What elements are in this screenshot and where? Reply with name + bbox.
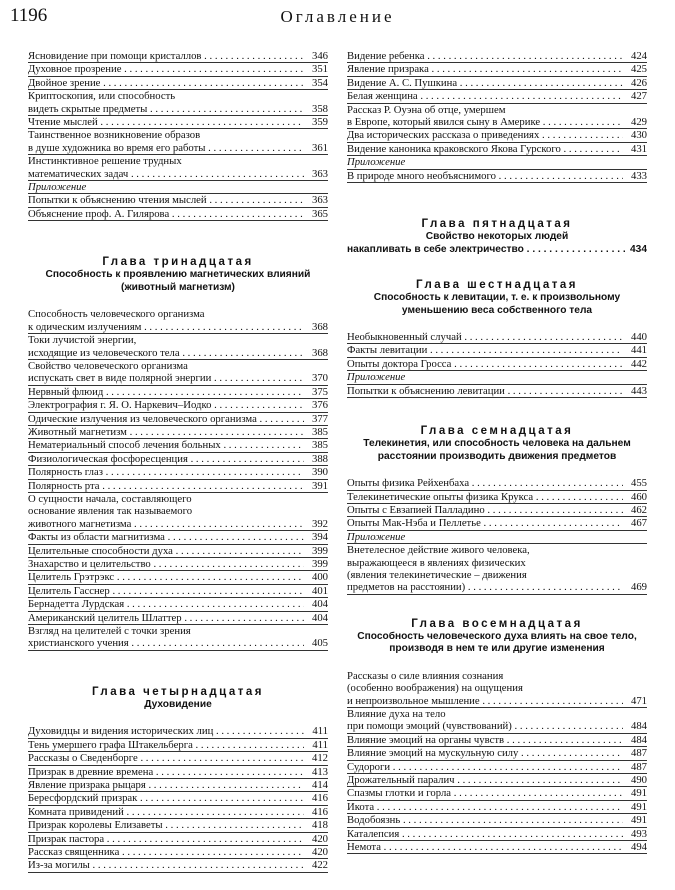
page-ref: 394 [309, 531, 328, 543]
toc-entry-text: (явления телекинетические – движения [347, 568, 527, 581]
toc-entry-text: Спазмы глотки и горла . . . [347, 787, 623, 799]
chapter-subtitle: уменьшению веса собственного тела [401, 304, 593, 316]
toc-entry [28, 585, 328, 598]
toc-entry-text: Взгляд на целителей с точки зрения [28, 625, 191, 638]
toc-entry-text: Опыты с Евзапией Палладино . . . [347, 504, 623, 516]
toc-list [347, 50, 647, 156]
right-column [347, 50, 647, 854]
left-column [28, 50, 328, 873]
page-ref: 375 [309, 386, 328, 398]
page-ref: 354 [309, 77, 328, 89]
toc-entry-text: Полярность рта . . . [28, 480, 304, 492]
toc-entry [347, 129, 647, 142]
toc-entry [28, 612, 328, 625]
toc-entry [28, 806, 328, 819]
toc-entry-text: Целительные способности духа . . . [28, 545, 304, 557]
page-ref: 363 [309, 168, 328, 180]
chapter-subtitle: Свойство некоторых людей [425, 231, 569, 243]
toc-entry-text: видеть скрытые предметы . . . [28, 103, 304, 115]
toc-entry-text: Опыты физика Рейхенбаха . . . [347, 477, 623, 489]
toc-entry [28, 426, 328, 439]
page-ref: 399 [309, 545, 328, 557]
toc-entry-text: Факты левитации . . . [347, 344, 623, 356]
toc-list [28, 308, 328, 651]
page-ref: 370 [309, 372, 328, 384]
page-ref: 412 [309, 752, 328, 764]
page-ref: 405 [309, 637, 328, 649]
page-ref: 414 [309, 779, 328, 791]
page-ref: 363 [309, 194, 328, 206]
page-ref: 487 [628, 761, 647, 773]
page-ref: 368 [309, 321, 328, 333]
toc-entry [28, 493, 328, 531]
toc-entry [347, 491, 647, 504]
toc-entry [28, 766, 328, 779]
toc-entry [347, 828, 647, 841]
toc-entry [347, 344, 647, 357]
page-ref: 467 [628, 517, 647, 529]
chapter-subtitle: Способность к проявлению магнетических влияний [45, 269, 311, 281]
toc-entry-text: Рассказ священника . . . [28, 846, 304, 858]
page-ref: 400 [309, 571, 328, 583]
page-ref: 401 [309, 585, 328, 597]
toc-entry [347, 63, 647, 76]
toc-list [347, 170, 647, 183]
toc-entry-text: Комната привидений . . . [28, 806, 304, 818]
toc-entry-text: Объяснение проф. А. Гилярова . . . [28, 208, 304, 220]
page-ref: 491 [628, 814, 647, 826]
page-ref: 493 [628, 828, 647, 840]
toc-entry-text: в Европе, который явился сыну в Америке . . . [347, 116, 623, 128]
toc-entry-text: Тень умершего графа Штакельберга . . . [28, 739, 304, 751]
toc-list [28, 725, 328, 872]
toc-list [347, 544, 647, 595]
chapter-heading: Глава пятнадцатая [421, 218, 573, 231]
page-ref: 388 [309, 453, 328, 465]
toc-entry [347, 801, 647, 814]
chapter-subtitle-entry [347, 244, 647, 257]
page-ref: 434 [627, 244, 647, 257]
toc-entry [347, 50, 647, 63]
chapter-subtitle: накапливать в себе электричество . . . [347, 244, 647, 257]
page-ref: 424 [628, 50, 647, 62]
chapter-heading: Глава восемнадцатая [411, 617, 583, 630]
toc-entry-text: Телекинетические опыты физика Крукса . . . [347, 491, 623, 503]
toc-entry [28, 77, 328, 90]
page-ref: 377 [309, 413, 328, 425]
page-ref: 455 [628, 477, 647, 489]
toc-entry [347, 774, 647, 787]
toc-entry-text: испускать свет в виде полярной энергии . . . [28, 372, 304, 384]
toc-entry-text: Влияние эмоций на органы чувств . . . [347, 734, 623, 746]
toc-entry-text: Рассказ Р. Оуэна об отце, умершем [347, 103, 506, 116]
toc-entry-text: Видение каноника краковского Якова Гурского . . . [347, 143, 623, 155]
toc-entry-text: Электрография г. Я. О. Наркевич–Иодко . . . [28, 399, 304, 411]
toc-entry-text: Инстинктивное решение трудных [28, 155, 182, 168]
toc-entry-text: Призрак королевы Елизаветы . . . [28, 819, 304, 831]
chapter-subtitle: производя в нем те или другие изменения [389, 643, 605, 655]
page-ref: 422 [309, 859, 328, 871]
toc-entry-text: Попытки к объяснению чтения мыслей . . . [28, 194, 304, 206]
appendix-label: Приложение [347, 531, 647, 544]
toc-entry-text: Токи лучистой энергии, [28, 334, 137, 347]
page-number: 1196 [10, 5, 48, 26]
toc-entry-text: Призрак в древние времена . . . [28, 766, 304, 778]
page-ref: 484 [628, 734, 647, 746]
page-ref: 361 [309, 142, 328, 154]
toc-list [28, 50, 328, 181]
page-ref: 471 [628, 695, 647, 707]
toc-entry-text: Из-за могилы . . . [28, 859, 304, 871]
page-ref: 440 [628, 331, 647, 343]
toc-entry-text: Свойство человеческого организма [28, 359, 188, 372]
toc-entry-text: О сущности начала, составляющего [28, 492, 192, 505]
toc-entry [347, 761, 647, 774]
page-ref: 346 [309, 50, 328, 62]
toc-entry [28, 480, 328, 493]
chapter-heading: Глава четырнадцатая [91, 685, 265, 698]
toc-entry-text: Чтение мыслей . . . [28, 116, 304, 128]
toc-entry [347, 787, 647, 800]
toc-entry-text: животного магнетизма . . . [28, 518, 304, 530]
page-ref: 420 [309, 833, 328, 845]
toc-list [347, 385, 647, 398]
toc-entry-text: Опыты Мак-Нэба и Пеллетье . . . [347, 517, 623, 529]
toc-entry [28, 792, 328, 805]
page-ref: 385 [309, 426, 328, 438]
toc-entry-text: Призрак пастора . . . [28, 833, 304, 845]
chapter-subtitle: Телекинетия, или способность человека на дальнем [363, 438, 631, 450]
page-ref: 358 [309, 103, 328, 115]
toc-entry-text: Опыты доктора Гросса . . . [347, 358, 623, 370]
toc-entry-text: (особенно воображения) на ощущения [347, 682, 523, 695]
toc-entry-text: Способность человеческого организма [28, 308, 205, 321]
page-title: Оглавление [280, 7, 395, 26]
page-ref: 416 [309, 792, 328, 804]
toc-list [347, 477, 647, 531]
toc-entry-text: Видение А. С. Пушкина . . . [347, 77, 623, 89]
toc-entry-text: Попытки к объяснению левитации . . . [347, 385, 623, 397]
toc-entry [347, 544, 647, 595]
toc-entry-text: Целитель Гасснер . . . [28, 585, 304, 597]
toc-entry-text: Криптоскопия, или способность [28, 90, 176, 103]
page-ref: 420 [309, 846, 328, 858]
toc-entry-text: Явление призрака рыцаря . . . [28, 779, 304, 791]
toc-entry [28, 453, 328, 466]
toc-entry-text: В природе много необъяснимого . . . [347, 170, 623, 182]
toc-list [347, 331, 647, 371]
chapter-subtitle: Способность человеческого духа влиять на свое тело, [357, 630, 637, 642]
page-ref: 411 [309, 725, 328, 737]
toc-entry [28, 466, 328, 479]
toc-entry-text: Факты из области магнитизма . . . [28, 531, 304, 543]
toc-entry-text: Физиологическая фосфоресценция . . . [28, 453, 304, 465]
page-ref: 425 [628, 63, 647, 75]
toc-entry [347, 477, 647, 490]
toc-entry-text: Одические излучения из человеческого организма . . . [28, 413, 304, 425]
page-ref: 460 [628, 491, 647, 503]
appendix-label: Приложение [28, 181, 328, 194]
toc-entry [347, 504, 647, 517]
toc-entry-text: исходящие из человеческого тела . . . [28, 347, 304, 359]
toc-entry-text: в душе художника во время его работы . . . [28, 142, 304, 154]
page-ref: 491 [628, 787, 647, 799]
toc-entry [28, 779, 328, 792]
toc-entry-text: Целитель Грэтрэкс . . . [28, 571, 304, 583]
page-ref: 469 [628, 581, 647, 593]
page-ref: 392 [309, 518, 328, 530]
toc-entry-text: при помощи эмоций (чувствований) . . . [347, 720, 623, 732]
page-ref: 365 [309, 208, 328, 220]
page-ref: 390 [309, 466, 328, 478]
toc-entry [28, 558, 328, 571]
toc-entry-text: Немота . . . [347, 841, 623, 853]
page-ref: 413 [309, 766, 328, 778]
toc-entry-text: Каталепсия . . . [347, 828, 623, 840]
toc-entry-text: Двойное зрение . . . [28, 77, 304, 89]
toc-entry [347, 358, 647, 371]
page-ref: 359 [309, 116, 328, 128]
chapter-subtitle: расстоянии производить движения предметов [377, 450, 617, 462]
toc-entry [347, 734, 647, 747]
page-ref: 494 [628, 841, 647, 853]
toc-entry [347, 331, 647, 344]
page-ref: 426 [628, 77, 647, 89]
toc-entry [28, 531, 328, 544]
page-ref: 431 [628, 143, 647, 155]
toc-entry-text: Американский целитель Шлаттер . . . [28, 612, 304, 624]
chapter-subtitle: Духовидение [144, 698, 212, 710]
toc-entry-text: Белая женщина . . . [347, 90, 623, 102]
toc-entry [28, 116, 328, 129]
toc-entry [28, 752, 328, 765]
toc-entry [28, 598, 328, 611]
toc-entry [347, 90, 647, 103]
toc-entry-text: Икота . . . [347, 801, 623, 813]
toc-entry-text: Водобоязнь . . . [347, 814, 623, 826]
page-ref: 487 [628, 747, 647, 759]
page-ref: 490 [628, 774, 647, 786]
toc-entry [347, 747, 647, 760]
toc-entry-text: Животный магнетизм . . . [28, 426, 304, 438]
toc-entry [347, 143, 647, 156]
toc-entry [28, 571, 328, 584]
chapter-heading: Глава тринадцатая [102, 256, 254, 269]
toc-entry [28, 386, 328, 399]
toc-entry [28, 155, 328, 181]
toc-entry-text: Нематериальный способ лечения больных . . . [28, 439, 304, 451]
toc-entry-text: Знахарство и целительство . . . [28, 558, 304, 570]
toc-entry [347, 170, 647, 183]
toc-entry [28, 739, 328, 752]
appendix-label: Приложение [347, 156, 647, 169]
toc-entry [347, 841, 647, 854]
toc-entry [28, 194, 328, 207]
toc-entry-text: Судороги . . . [347, 761, 623, 773]
toc-entry [28, 833, 328, 846]
page-ref: 368 [309, 347, 328, 359]
page-ref: 411 [309, 739, 328, 751]
page-ref: 427 [628, 90, 647, 102]
toc-entry-text: выражающееся в явлениях физических [347, 556, 526, 569]
toc-entry-text: Необыкновенный случай . . . [347, 331, 623, 343]
toc-entry-text: к одическим излучениям . . . [28, 321, 304, 333]
toc-entry-text: Рассказы о силе влияния сознания [347, 669, 504, 682]
page-ref: 442 [628, 358, 647, 370]
toc-entry [28, 50, 328, 63]
toc-entry-text: Нервный флюид . . . [28, 386, 304, 398]
toc-list [28, 194, 328, 221]
toc-entry-text: математических задач . . . [28, 168, 304, 180]
page-ref: 391 [309, 480, 328, 492]
toc-entry-text: Полярность глаз . . . [28, 466, 304, 478]
page-ref: 351 [309, 63, 328, 75]
toc-entry [347, 708, 647, 734]
toc-entry-text: Ясновидение при помощи кристаллов . . . [28, 50, 304, 62]
toc-entry [28, 129, 328, 155]
chapter-heading: Глава семнадцатая [420, 425, 574, 438]
toc-entry-text: Бернадетта Лурдская . . . [28, 598, 304, 610]
page-ref: 433 [628, 170, 647, 182]
toc-entry [347, 385, 647, 398]
toc-entry-text: Влияние духа на тело [347, 707, 446, 720]
page-ref: 416 [309, 806, 328, 818]
toc-entry-text: Видение ребенка . . . [347, 50, 623, 62]
appendix-label: Приложение [347, 371, 647, 384]
page-ref: 443 [628, 385, 647, 397]
toc-entry [28, 63, 328, 76]
toc-entry [28, 545, 328, 558]
toc-entry-text: Духовное прозрение . . . [28, 63, 304, 75]
toc-entry-text: и непроизвольное мышление . . . [347, 695, 623, 707]
page-ref: 429 [628, 116, 647, 128]
chapter-heading: Глава шестнадцатая [416, 279, 578, 292]
toc-entry-text: предметов на расстоянии) . . . [347, 581, 623, 593]
toc-entry-text: Внетелесное действие живого человека, [347, 544, 530, 557]
toc-entry [28, 859, 328, 872]
toc-entry [28, 819, 328, 832]
page-ref: 441 [628, 344, 647, 356]
page-ref: 491 [628, 801, 647, 813]
toc-entry [28, 308, 328, 334]
chapter-subtitle: (животный магнетизм) [121, 281, 235, 293]
toc-entry [28, 846, 328, 859]
toc-entry [347, 517, 647, 530]
toc-entry [28, 625, 328, 651]
toc-entry-text: Явление призрака . . . [347, 63, 623, 75]
toc-entry [347, 814, 647, 827]
toc-entry [28, 334, 328, 360]
toc-entry [28, 360, 328, 386]
toc-entry-text: христианского учения . . . [28, 637, 304, 649]
toc-entry-text: Два исторических рассказа о приведениях . . . [347, 129, 623, 141]
toc-entry-text: Дрожательный паралич . . . [347, 774, 623, 786]
toc-entry [28, 399, 328, 412]
toc-entry [28, 725, 328, 738]
toc-entry [347, 670, 647, 708]
toc-entry-text: Таинственное возникновение образов [28, 129, 201, 142]
toc-entry-text: Влияние эмоций на мускульную силу . . . [347, 747, 623, 759]
page-ref: 462 [628, 504, 647, 516]
page-ref: 404 [309, 612, 328, 624]
toc-list [347, 670, 647, 855]
toc-entry [347, 77, 647, 90]
toc-entry-text: Рассказы о Сведенборге . . . [28, 752, 304, 764]
page-ref: 385 [309, 439, 328, 451]
page-ref: 418 [309, 819, 328, 831]
toc-entry [28, 439, 328, 452]
page-ref: 404 [309, 598, 328, 610]
toc-entry-text: основание явления так называемого [28, 505, 193, 518]
toc-entry-text: Бересфордский призрак . . . [28, 792, 304, 804]
toc-entry-text: Духовидцы и видения исторических лиц . . . [28, 725, 304, 737]
page-ref: 430 [628, 129, 647, 141]
toc-entry [28, 208, 328, 221]
page-ref: 399 [309, 558, 328, 570]
page-ref: 376 [309, 399, 328, 411]
page-ref: 484 [628, 720, 647, 732]
toc-entry [28, 90, 328, 116]
chapter-subtitle: Способность к левитации, т. е. к произвольному [373, 292, 621, 304]
toc-entry [347, 104, 647, 130]
toc-entry [28, 413, 328, 426]
